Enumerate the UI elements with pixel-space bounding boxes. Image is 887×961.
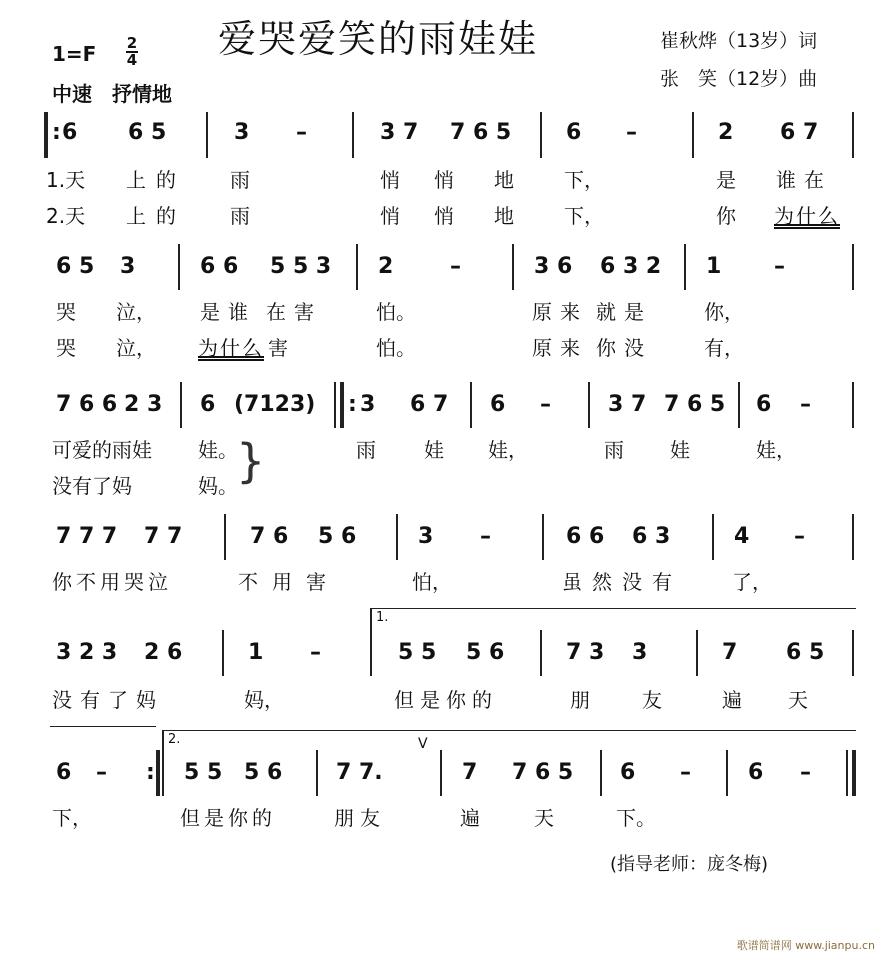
lyric: 可爱的雨娃 xyxy=(52,438,152,462)
lyric: 娃， xyxy=(756,438,796,462)
note-group: 3 7 xyxy=(380,120,419,145)
note-group: 7 6 6 xyxy=(56,392,118,417)
song-title: 爱哭爱笑的雨娃娃 xyxy=(218,17,539,61)
note-group: 6 xyxy=(620,760,636,785)
barline xyxy=(696,630,698,676)
note-group: – xyxy=(540,392,551,417)
lyric: 没有了妈 xyxy=(52,688,164,712)
barline xyxy=(684,244,686,290)
lyric: 妈。 xyxy=(198,474,238,498)
barline xyxy=(600,750,602,796)
lyric: 你 xyxy=(716,204,736,228)
repeat-start-barline xyxy=(340,382,344,428)
lyric: 雨 xyxy=(230,204,250,228)
note-group: – xyxy=(450,254,461,279)
barline xyxy=(162,730,164,796)
barline xyxy=(178,244,180,290)
lyric: 悄 xyxy=(380,204,400,228)
note-group: 7 6 5 xyxy=(450,120,512,145)
lyric: 不用害 xyxy=(238,570,340,594)
note-group: 6 xyxy=(56,760,72,785)
teacher-credit: (指导老师：庞冬梅) xyxy=(610,854,769,875)
lyric: 泣， xyxy=(116,336,156,360)
note-group: 6 xyxy=(748,760,764,785)
note-group: 5 5 xyxy=(398,640,437,665)
note-group: – xyxy=(680,760,691,785)
lyric: 上的 xyxy=(126,204,186,228)
lyric: 你没 xyxy=(596,336,652,360)
note-group: 3 6 xyxy=(534,254,573,279)
note-group: 3 xyxy=(418,524,434,549)
barline xyxy=(738,382,740,428)
lyric: 地 xyxy=(494,204,514,228)
note-group: 7 7 xyxy=(144,524,183,549)
barline xyxy=(588,382,590,428)
note-group: 6 7 xyxy=(410,392,449,417)
lyric: 虽然没有 xyxy=(562,570,682,594)
note-group: – xyxy=(96,760,107,785)
barline xyxy=(180,382,182,428)
lyric: 下， xyxy=(52,806,92,830)
lyric: 怕。 xyxy=(376,300,416,324)
volta-bracket xyxy=(162,730,856,731)
note-group: 7 7. xyxy=(336,760,383,785)
lyric: 你不用哭泣 xyxy=(52,570,172,594)
barline xyxy=(222,630,224,676)
lyric: 地 xyxy=(494,168,514,192)
note-group: – xyxy=(626,120,637,145)
lyric: 朋 xyxy=(570,688,590,712)
lyric: 但是你的 xyxy=(180,806,276,830)
final-barline xyxy=(852,750,856,796)
note-group: 6 5 xyxy=(786,640,825,665)
lyric: 1.天 xyxy=(46,168,86,192)
volta-label: 1. xyxy=(376,610,389,625)
lyric: 朋友 xyxy=(334,806,386,830)
barline xyxy=(356,244,358,290)
note-group: 6 5 xyxy=(128,120,167,145)
lyric: 但是你的 xyxy=(394,688,498,712)
barline xyxy=(396,514,398,560)
lyric: 娃 xyxy=(670,438,690,462)
note-group: 2 6 xyxy=(144,640,183,665)
note-group: 6 xyxy=(490,392,506,417)
lyric: 就是 xyxy=(596,300,652,324)
lyric: 了， xyxy=(732,570,772,594)
key-signature: 1=F xyxy=(52,42,97,66)
note-group: 5 6 xyxy=(318,524,357,549)
barline xyxy=(352,112,354,158)
barline xyxy=(440,750,442,796)
lyric: 是 xyxy=(716,168,736,192)
lyric: 天 xyxy=(788,688,808,712)
verse-brace: } xyxy=(236,434,266,488)
repeat-start-barline xyxy=(44,112,48,158)
lyric: 雨 xyxy=(356,438,376,462)
note-group: 2 3 xyxy=(124,392,163,417)
tempo-marking: 中速 抒情地 xyxy=(52,82,172,106)
note-group: : xyxy=(146,760,155,785)
note-group: – xyxy=(296,120,307,145)
barline xyxy=(712,514,714,560)
lyric: 有， xyxy=(704,336,744,360)
note-group: 7 7 7 xyxy=(56,524,118,549)
note-group: 7 3 xyxy=(566,640,605,665)
barline xyxy=(316,750,318,796)
lyricist-credit: 崔秋烨（13岁）词 xyxy=(660,30,818,52)
barline xyxy=(206,112,208,158)
barline xyxy=(224,514,226,560)
note-group: – xyxy=(774,254,785,279)
note-group: 6 xyxy=(200,392,216,417)
lyric: 谁在 xyxy=(776,168,832,192)
lyric: 没有了妈 xyxy=(52,474,132,498)
lyric: 悄 xyxy=(434,204,454,228)
note-group: 6 3 xyxy=(632,524,671,549)
time-signature-bottom: 4 xyxy=(126,51,138,69)
lyric: 下。 xyxy=(616,806,656,830)
lyric: 上的 xyxy=(126,168,186,192)
lyric: 哭 xyxy=(56,336,76,360)
lyric: 下， xyxy=(564,204,604,228)
note-group: : xyxy=(348,392,357,417)
note-group: 3 xyxy=(360,392,376,417)
lyric: 雨 xyxy=(604,438,624,462)
note-group: : xyxy=(52,120,61,145)
barline xyxy=(852,244,854,290)
note-group: 1 xyxy=(706,254,722,279)
barline xyxy=(470,382,472,428)
lyric: 遍 xyxy=(460,806,480,830)
repeat-end-barline xyxy=(156,750,160,796)
barline xyxy=(846,750,848,796)
barline xyxy=(852,112,854,158)
lyric: 原来 xyxy=(532,300,588,324)
note-group: 6 5 xyxy=(56,254,95,279)
note-group: 6 xyxy=(62,120,78,145)
note-group: 7 xyxy=(462,760,478,785)
lyric: 2.天 xyxy=(46,204,86,228)
note-group: 1 xyxy=(248,640,264,665)
lyric: 友 xyxy=(642,688,662,712)
barline xyxy=(542,514,544,560)
volta-label: 2. xyxy=(168,732,181,747)
breath-mark: V xyxy=(418,736,428,752)
lyric: 为什么 xyxy=(198,336,264,360)
note-group: – xyxy=(800,760,811,785)
lyric: 娃。 xyxy=(198,438,238,462)
barline xyxy=(726,750,728,796)
volta-bracket xyxy=(370,608,856,609)
lyric: 天 xyxy=(534,806,554,830)
note-group: 3 xyxy=(234,120,250,145)
lyric: 娃 xyxy=(424,438,444,462)
lyric: 怕。 xyxy=(376,336,416,360)
lyric: 怕， xyxy=(412,570,452,594)
note-group: – xyxy=(480,524,491,549)
barline xyxy=(512,244,514,290)
barline xyxy=(852,382,854,428)
watermark: 歌谱简谱网 www.jianpu.cn xyxy=(736,939,875,952)
lyric: 悄 xyxy=(380,168,400,192)
note-group: 2 xyxy=(378,254,394,279)
note-group: 3 2 3 xyxy=(56,640,118,665)
note-group: – xyxy=(310,640,321,665)
barline xyxy=(540,112,542,158)
lyric: 原来 xyxy=(532,336,588,360)
time-signature xyxy=(126,36,138,68)
composer-credit: 张 笑（12岁）曲 xyxy=(660,68,818,90)
note-group: 2 xyxy=(718,120,734,145)
note-group: 6 xyxy=(566,120,582,145)
volta-bracket-end xyxy=(50,726,156,727)
lyric: 遍 xyxy=(722,688,742,712)
barline xyxy=(852,630,854,676)
note-group: 6 7 xyxy=(780,120,819,145)
lyric: 雨 xyxy=(230,168,250,192)
note-group: 3 7 xyxy=(608,392,647,417)
note-group: 4 xyxy=(734,524,750,549)
lyric: 下， xyxy=(564,168,604,192)
note-group: 5 5 xyxy=(184,760,223,785)
barline xyxy=(370,608,372,676)
lyric: 哭 xyxy=(56,300,76,324)
note-group: 5 6 xyxy=(244,760,283,785)
note-group: 7 6 5 xyxy=(512,760,574,785)
lyric: 悄 xyxy=(434,168,454,192)
lyric: 害 xyxy=(268,336,288,360)
lyric: 娃， xyxy=(488,438,528,462)
note-group: 3 xyxy=(632,640,648,665)
note-group: 6 xyxy=(756,392,772,417)
lyric: 你， xyxy=(704,300,744,324)
lyric: 妈， xyxy=(244,688,284,712)
note-group: 5 5 3 xyxy=(270,254,332,279)
note-group: – xyxy=(794,524,805,549)
time-signature-top: 2 xyxy=(126,34,138,52)
note-group: (7123) xyxy=(234,392,316,417)
lyric: 在害 xyxy=(266,300,322,324)
note-group: 7 6 xyxy=(250,524,289,549)
note-group: 5 6 xyxy=(466,640,505,665)
note-group: 7 xyxy=(722,640,738,665)
barline xyxy=(540,630,542,676)
lyric: 为什么 xyxy=(774,204,840,228)
note-group: 6 6 xyxy=(200,254,239,279)
lyric: 是谁 xyxy=(200,300,256,324)
barline xyxy=(852,514,854,560)
barline xyxy=(692,112,694,158)
note-group: 7 6 5 xyxy=(664,392,726,417)
note-group: – xyxy=(800,392,811,417)
note-group: 6 6 xyxy=(566,524,605,549)
note-group: 3 xyxy=(120,254,136,279)
lyric: 泣， xyxy=(116,300,156,324)
note-group: 6 3 2 xyxy=(600,254,662,279)
barline xyxy=(334,382,336,428)
